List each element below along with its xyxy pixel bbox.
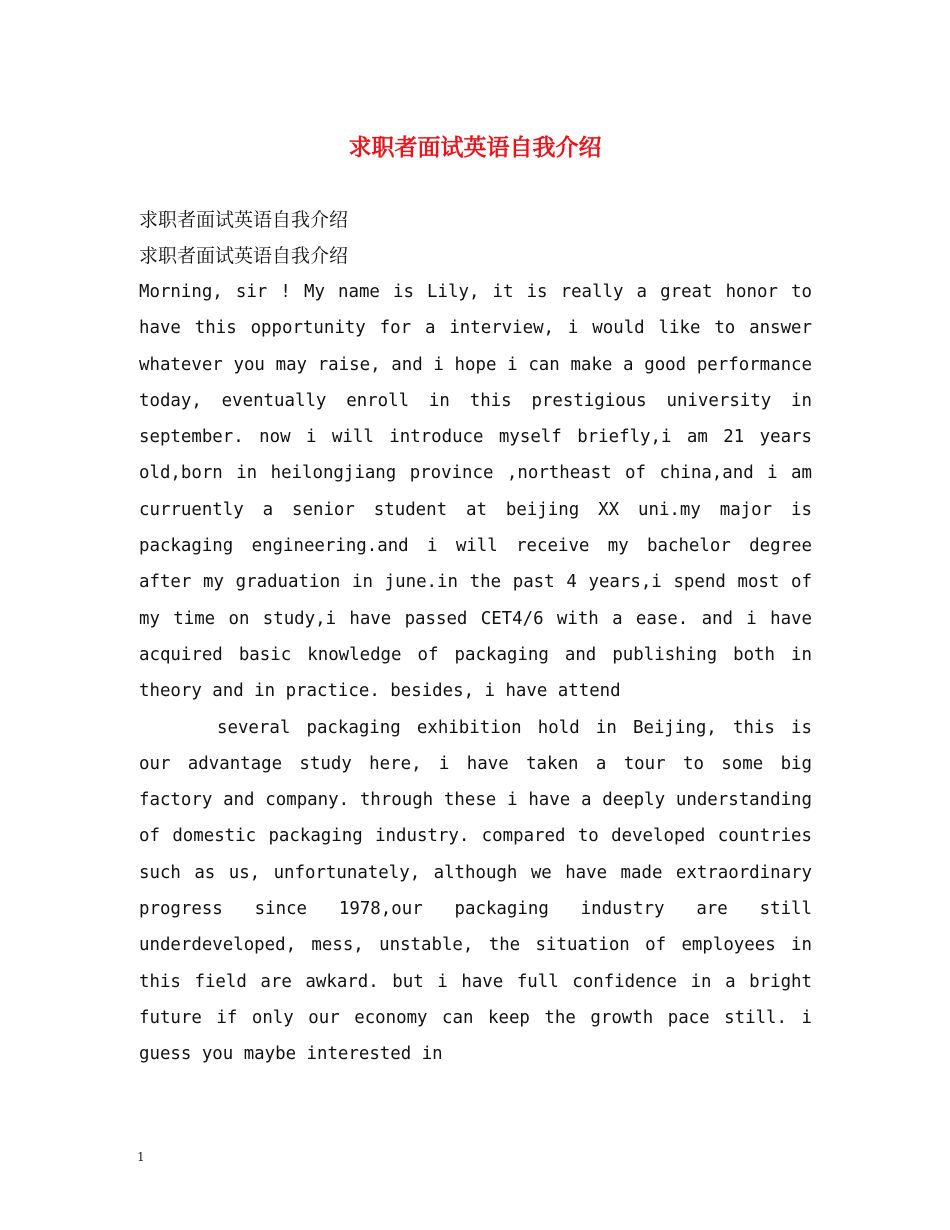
document-title: 求职者面试英语自我介绍 (348, 134, 602, 161)
subtitle-line: 求职者面试英语自我介绍 (139, 245, 349, 267)
page-number: 1 (137, 1150, 145, 1164)
paragraph: several packaging exhibition hold in Beijing, this is our advantage study here, i have taken a tour to some big factory and company. through these i have a deeply understanding of domestic packaging industry. compared to developed countries such as us, unfortunately, although we have made extraordinary progress since 1978,our packaging industry are still underdeveloped, mess, unstable, the situation of employees in this field are awkard. but i have full confidence in a bright future if only our economy can keep the growth pace still. i guess you maybe interested in (139, 717, 812, 1065)
subtitle-line: 求职者面试英语自我介绍 (139, 209, 349, 231)
document-body (139, 202, 812, 1073)
paragraph: Morning, sir ! My name is Lily, it is really a great honor to have this opportunity for a interview, i would like to answer whatever you may raise, and i hope i can make a good performance today, eventually enroll in this prestigious university in september. now i will introduce myself briefly,i am 21 years old,born in heilongjiang province ,northeast of china,and i am curruently a senior student at beijing XX uni.my major is packaging engineering.and i will receive my bachelor degree after my graduation in june.in the past 4 years,i spend most of my time on study,i have passed CET4/6 with a ease. and i have acquired basic knowledge of packaging and publishing both in theory and in practice. besides, i have attend (139, 282, 812, 702)
